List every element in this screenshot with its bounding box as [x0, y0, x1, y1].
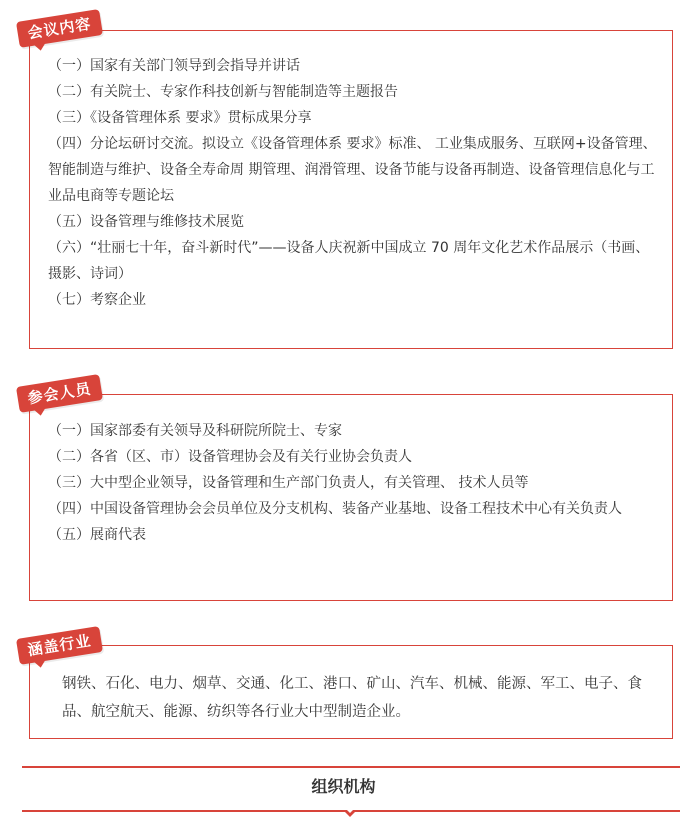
- list-item: （二）各省（区、市）设备管理协会及有关行业协会负责人: [48, 449, 412, 465]
- list-item: （二）有关院士、专家作科技创新与智能制造等主题报告: [48, 84, 398, 100]
- section-meeting-content: [29, 30, 673, 349]
- list-item: （四）中国设备管理协会会员单位及分支机构、装备产业基地、设备工程技术中心有关负责人: [48, 501, 622, 517]
- org-title: 组织机构: [311, 777, 376, 796]
- list-item: （一）国家部委有关领导及科研院所院士、专家: [48, 423, 342, 439]
- industries-text: 钢铁、石化、电力、烟草、交通、化工、港口、矿山、汽车、机械、能源、军工、电子、食品、航空航天、能源、纺织等各行业大中型制造企业。: [62, 676, 642, 720]
- meeting-content-list: [30, 31, 672, 313]
- list-item: （七）考察企业: [48, 292, 146, 308]
- list-item: （五）设备管理与维修技术展览: [48, 214, 244, 230]
- list-item: （一）国家有关部门领导到会指导并讲话: [48, 58, 300, 74]
- section-attendees: [29, 394, 673, 601]
- section-tag-industries: 涵盖行业: [16, 626, 103, 665]
- list-item: （三）大中型企业领导，设备管理和生产部门负责人，有关管理、 技术人员等: [48, 475, 529, 491]
- attendees-list: [30, 395, 672, 548]
- section-industries: [29, 645, 673, 739]
- list-item: （三）《设备管理体系 要求》贯标成果分享: [48, 110, 312, 126]
- org-divider-top: [22, 766, 680, 768]
- list-item: （六）“壮丽七十年，奋斗新时代”——设备人庆祝新中国成立 70 周年文化艺术作品展示（书画、摄影、诗词）: [48, 240, 650, 282]
- section-tag-attendees: 参会人员: [16, 374, 103, 413]
- list-item: （五）展商代表: [48, 527, 146, 543]
- section-tag-meeting-content: 会议内容: [16, 9, 103, 48]
- list-item: （四）分论坛研讨交流。拟设立《设备管理体系 要求》标准、 工业集成服务、互联网+设备管理、智能制造与维护、设备全寿命周 期管理、润滑管理、设备节能与设备再制造、设备管理信息化与工 业品电商等专题论坛: [48, 136, 659, 204]
- org-arrow-icon: [343, 810, 357, 817]
